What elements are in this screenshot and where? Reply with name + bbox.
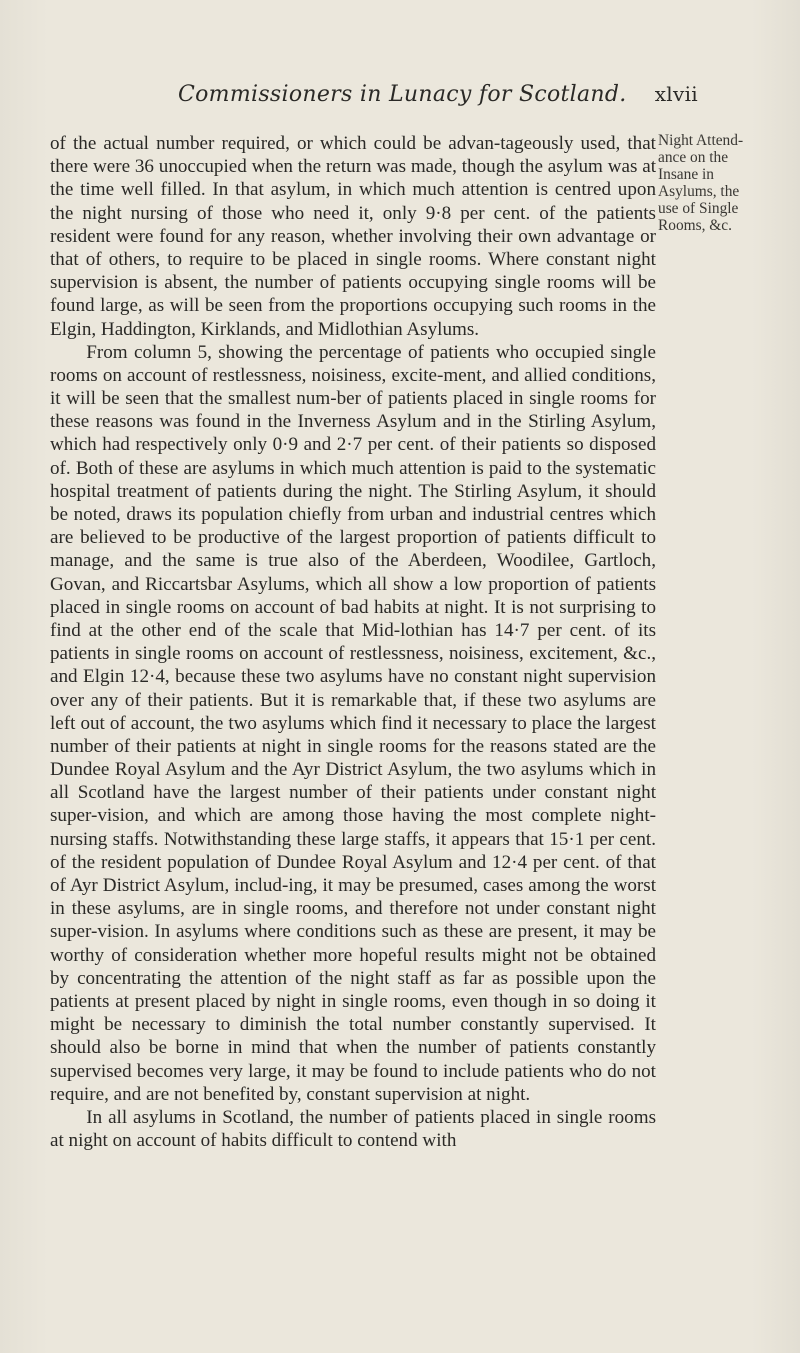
paragraph: From column 5, showing the percentage of patients who occupied single rooms on account of restlessness, noisiness, excite-ment, and allied conditions, it will be seen that the smallest num-ber of patients placed in single rooms for these reasons was found in the Inverness Asylum and in the Stirling Asylum, which had respectively only 0·9 and 2·7 per cent. of their patients so disposed of. Both of these are asylums in which much attention is paid to the systematic hospital treatment of patients during the night. The Stirling Asylum, it should be noted, draws its population chiefly from urban and industrial centres which are believed to be productive of the largest proportion of patients difficult to manage, and the same is true also of the Aberdeen, Woodilee, Gartloch, Govan, and Riccartsbar Asylums, which all show a low proportion of patients placed in single rooms on account of bad habits at night. It is not surprising to find at the other end of the scale that Mid-lothian has 14·7 per cent. of its patients in single rooms on account of restlessness, noisiness, excitement, &c., and Elgin 12·4, because these two asylums have no constant night supervision over any of their patients. But it is remarkable that, if these two asylums are left out of account, the two asylums which find it necessary to place the largest number of their patients at night in single rooms for the reasons stated are the Dundee Royal Asylum and the Ayr District Asylum, the two asylums which in all Scotland have the largest number of their patients under constant night super-vision, and which are among those having the most complete night-nursing staffs. Notwithstanding these large staffs, it appears that 15·1 per cent. of the resident population of Dundee Royal Asylum and 12·4 per cent. of that of Ayr District Asylum, includ-ing, it may be presumed, cases among the worst in these asylums, are in single rooms, and therefore not under constant night super-vision. In asylums where conditions such as these are present, it may be worthy of consideration whether more hopeful results might not be obtained by concentrating the attention of the night staff as far as possible upon the patients at present placed by night in single rooms, even though in so doing it might be necessary to diminish the total number constantly supervised. It should also be borne in mind that when the number of patients constantly supervised becomes very large, it may be found to include patients who do not require, and are not benefited by, constant supervision at night. <box>50 341 656 1105</box>
marginal-note <box>658 133 798 234</box>
paragraph: of the actual number required, or which could be advan-tageously used, that there were 36 unoccupied when the return was made, though the asylum was at the time well filled. In that asylum, in which much attention is centred upon the night nursing of those who need it, only 9·8 per cent. of the patients resident were found for any reason, whether involving their own advantage or that of others, to require to be placed in single rooms. Where constant night supervision is absent, the number of patients occupying single rooms will be found large, as will be seen from the proportions occupying such rooms in the Elgin, Haddington, Kirklands, and Midlothian Asylums. <box>50 133 656 340</box>
running-header <box>178 82 698 107</box>
body-text <box>50 132 656 1152</box>
marginal-note-line: Asylums, the <box>658 182 740 200</box>
marginal-note-line: Night Attend- <box>658 132 744 149</box>
running-title: Commissioners in Lunacy for Scotland. <box>178 82 627 107</box>
marginal-note-line: ance on the <box>658 148 729 166</box>
paragraph: In all asylums in Scotland, the number of patients placed in single rooms at night on account of habits difficult to contend with <box>50 1106 656 1152</box>
marginal-note-line: Rooms, &c. <box>658 216 732 234</box>
marginal-note-line: use of Single <box>658 199 739 217</box>
page-number: xlvii <box>654 82 698 106</box>
marginal-note-line: Insane in <box>658 165 714 183</box>
